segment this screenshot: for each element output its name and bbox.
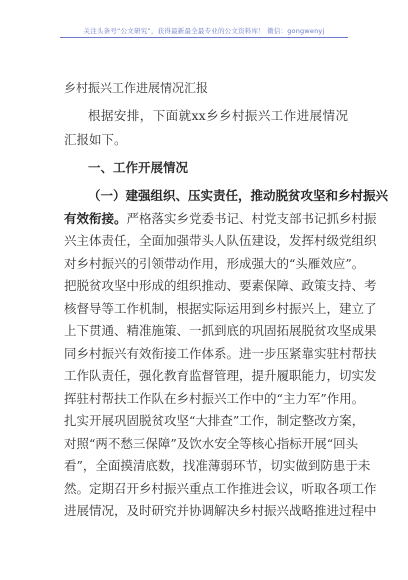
header-divider bbox=[60, 37, 348, 38]
body-line: 把脱贫攻坚中形成的组织推动、要素保障、政策支持、考 bbox=[64, 278, 377, 293]
body-line: 扎实开展巩固脱贫攻坚“大排查”工作，制定整改方案， bbox=[64, 413, 365, 428]
body-line: 兴主体责任，全面加强带头人队伍建设，发挥村级党组织 bbox=[64, 233, 377, 248]
subhead-tail: 有效衔接。 bbox=[64, 210, 127, 226]
body-line: 看”，全面摸清底数，找准薄弱环节，切实做到防患于未 bbox=[64, 458, 371, 473]
body-line: 上下贯通、精准施策、一抓到底的巩固拓展脱贫攻坚成果 bbox=[64, 323, 377, 338]
header-note: 关注头条号“公文研究”，获得最新最全最专业的公文资料库！ 微信：gongwenyj bbox=[83, 27, 325, 35]
body-line: 同乡村振兴有效衔接工作体系。进一步压紧靠实驻村帮扶 bbox=[64, 345, 377, 361]
body-line: 工作队责任，强化教育监督管理，提升履职能力，切实发 bbox=[64, 368, 377, 383]
intro-paragraph: 根据安排，下面就xx乡乡村振兴工作进展情况汇报如下。 bbox=[64, 108, 348, 147]
body-line: 核督导等工作机制，根据实际运用到乡村振兴上，建立了 bbox=[64, 300, 377, 316]
body-paragraph bbox=[64, 185, 389, 523]
subhead-line: （一）建强组织、压实责任，推动脱贫攻坚和乡村振兴 bbox=[88, 188, 389, 203]
body-line-text: 严格落实乡党委书记、村党支部书记抓乡村振 bbox=[126, 210, 377, 226]
document-title: 乡村振兴工作进展情况汇报 bbox=[64, 81, 209, 95]
body-line: 对照“两不愁三保障”及饮水安全等核心指标开展“回头 bbox=[64, 435, 359, 451]
section-heading: 一、工作开展情况 bbox=[88, 160, 189, 175]
body-line: 对乡村振兴的引领带动作用，形成强大的“头雁效应”。 bbox=[64, 255, 365, 271]
body-line: 挥驻村帮扶工作队在乡村振兴工作中的“主力军”作用。 bbox=[64, 390, 365, 406]
body-line: 进展情况，及时研究并协调解决乡村振兴战略推进过程中 bbox=[64, 503, 377, 518]
body-line bbox=[64, 208, 377, 231]
body-line: 然。定期召开乡村振兴重点工作推进会议，听取各项工作 bbox=[64, 480, 377, 496]
